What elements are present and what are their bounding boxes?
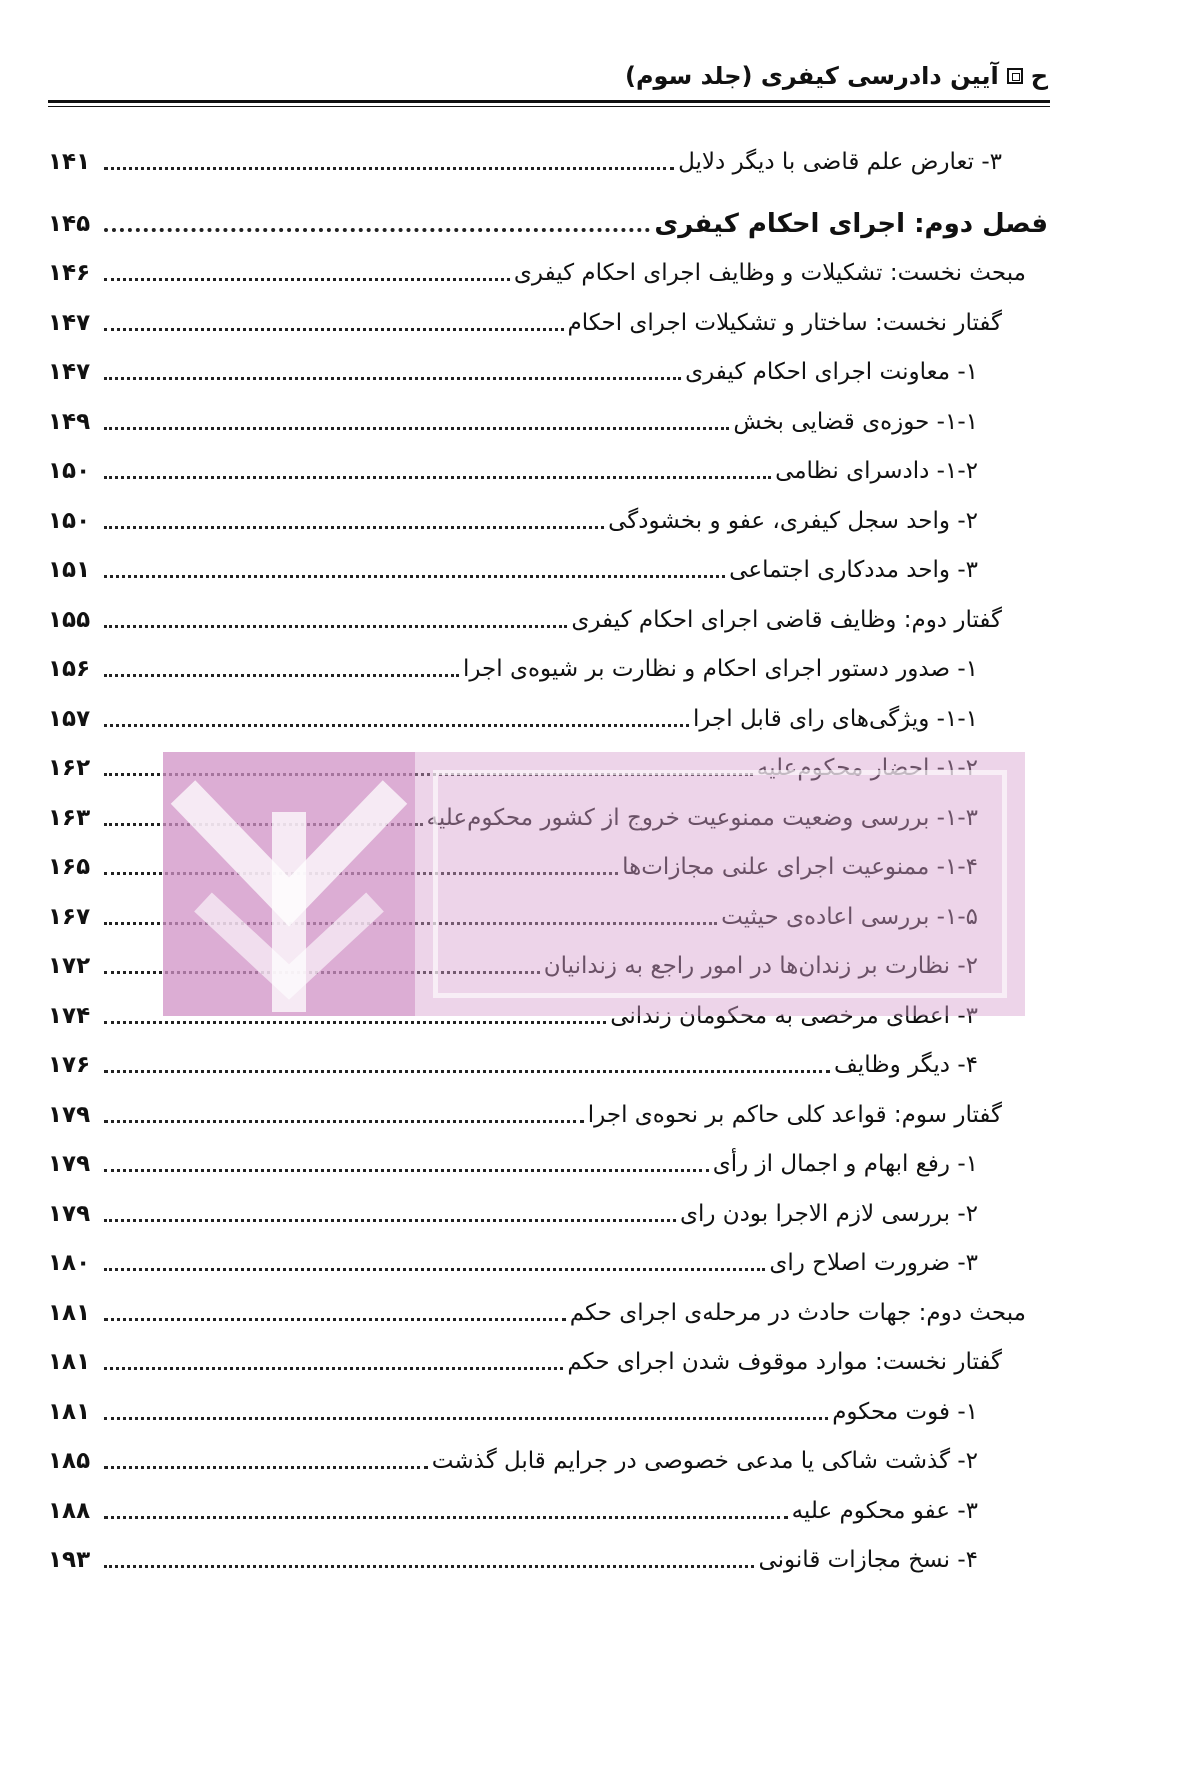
toc-entry-page: ۱۶۲ (48, 755, 91, 781)
toc-entry-page: ۱۹۳ (48, 1547, 91, 1573)
toc-entry[interactable] (48, 741, 1048, 791)
dot-leader (104, 625, 567, 628)
toc-entry-page: ۱۶۳ (48, 804, 91, 831)
toc-entry-page: ۱۴۱ (48, 148, 91, 175)
toc-entry[interactable] (48, 184, 1048, 246)
toc-entry-page: ۱۷۴ (48, 1002, 91, 1029)
toc-entry-title: ۳- اعطای مرخصی به محکومان زندانی (610, 1002, 978, 1029)
toc-entry[interactable] (48, 691, 1048, 741)
toc-entry-page: ۱۶۷ (48, 903, 91, 930)
dot-leader (104, 1417, 828, 1420)
toc-entry-title: ۴- نسخ مجازات قانونی (758, 1547, 978, 1573)
toc-entry-page: ۱۵۷ (48, 705, 91, 732)
toc-entry[interactable] (48, 1087, 1048, 1137)
dot-leader (104, 377, 681, 380)
toc-entry-title: ۴- دیگر وظایف (834, 1052, 978, 1078)
toc-entry[interactable] (48, 939, 1048, 989)
toc-entry-page: ۱۸۱ (48, 1349, 91, 1375)
square-ornament-icon (1007, 68, 1023, 84)
toc-entry[interactable] (48, 988, 1048, 1038)
toc-entry[interactable] (48, 1533, 1048, 1583)
toc-entry-page: ۱۷۹ (48, 1101, 91, 1128)
toc-entry-title: مبحث نخست: تشکیلات و وظایف اجرای احکام کیفری (513, 260, 1026, 286)
toc-entry[interactable] (48, 840, 1048, 890)
toc-entry-title: ۲- واحد سجل کیفری، عفو و بخشودگی (608, 507, 978, 534)
toc-entry-page: ۱۵۰ (48, 458, 91, 484)
running-header (48, 52, 1048, 100)
dot-leader (104, 328, 564, 331)
toc-entry[interactable] (48, 1137, 1048, 1187)
toc-entry-page: ۱۷۶ (48, 1052, 91, 1078)
toc-entry[interactable] (48, 295, 1048, 345)
toc-entry-title: گفتار سوم: قواعد کلی حاکم بر نحوه‌ی اجرا (587, 1101, 1002, 1128)
toc-entry-page: ۱۸۱ (48, 1299, 91, 1326)
toc-entry-title: ۱- صدور دستور اجرای احکام و نظارت بر شیوه‌ی اجرا (462, 656, 978, 682)
dot-leader (104, 1367, 563, 1370)
header-rule-thin (48, 106, 1050, 107)
toc-entry-title: ۱-۲- دادسرای نظامی (775, 458, 978, 484)
toc-entry[interactable] (48, 1285, 1048, 1335)
toc-entry-title: ۲- نظارت بر زندان‌ها در امور راجع به زندانیان (543, 953, 978, 979)
toc-entry-page: ۱۷۹ (48, 1200, 91, 1227)
dot-leader (104, 1565, 754, 1568)
dot-leader (104, 476, 771, 479)
dot-leader (104, 167, 674, 170)
toc-entry-title: ۱- معاونت اجرای احکام کیفری (685, 359, 978, 385)
dot-leader (104, 971, 540, 974)
toc-entry-page: ۱۴۵ (48, 210, 91, 237)
toc-entry-title: ۳- عفو محکوم علیه (791, 1497, 978, 1524)
toc-entry-page: ۱۴۷ (48, 309, 91, 336)
toc-entry-title: مبحث دوم: جهات حادث در مرحله‌ی اجرای حکم (569, 1299, 1026, 1326)
toc-entry-page: ۱۴۷ (48, 359, 91, 385)
dot-leader (104, 1021, 606, 1024)
toc-entry-page: ۱۸۵ (48, 1448, 91, 1474)
dot-leader (104, 872, 618, 875)
toc-entry[interactable] (48, 1384, 1048, 1434)
toc-entry-page: ۱۵۶ (48, 656, 91, 682)
toc-entry-title: ۱-۱- حوزه‌ی قضایی بخش (733, 408, 978, 435)
dot-leader (104, 1070, 830, 1073)
dot-leader (104, 1120, 584, 1123)
toc-entry[interactable] (48, 1335, 1048, 1385)
dot-leader (104, 228, 650, 232)
toc-entry-title: گفتار دوم: وظایف قاضی اجرای احکام کیفری (571, 606, 1002, 633)
toc-entry-title: ۱-۴- ممنوعیت اجرای علنی مجازات‌ها (622, 854, 978, 880)
dot-leader (104, 526, 604, 529)
toc-entry-page: ۱۶۵ (48, 854, 91, 880)
toc-entry[interactable] (48, 642, 1048, 692)
dot-leader (104, 1318, 566, 1321)
toc-entry-page: ۱۸۸ (48, 1497, 91, 1524)
toc-entry-page: ۱۵۰ (48, 507, 91, 534)
toc-entry-title: ۳- واحد مددکاری اجتماعی (729, 557, 978, 583)
dot-leader (104, 1466, 428, 1469)
toc-entry-title: ۱-۲- احضار محکوم‌علیه (756, 755, 978, 781)
dot-leader (104, 823, 423, 826)
toc-entry[interactable] (48, 790, 1048, 840)
toc-entry-title: ۱-۵- بررسی اعاده‌ی حیثیت (721, 903, 978, 930)
dot-leader (104, 773, 753, 776)
page-letter: ح (1030, 62, 1048, 90)
toc-entry-title: ۱-۱- ویژگی‌های رای قابل اجرا (692, 705, 978, 732)
toc-entry[interactable] (48, 543, 1048, 593)
toc-entry-title: ۲- گذشت شاکی یا مدعی خصوصی در جرایم قابل گذشت (431, 1448, 978, 1474)
toc-entry-page: ۱۷۹ (48, 1151, 91, 1177)
toc-entry[interactable] (48, 1434, 1048, 1484)
toc-entry[interactable] (48, 493, 1048, 543)
toc-entry-title: گفتار نخست: موارد موقوف شدن اجرای حکم (567, 1349, 1002, 1375)
dot-leader (104, 922, 717, 925)
header-rule-thick (48, 100, 1050, 103)
dot-leader (104, 674, 459, 677)
toc-entry-page: ۱۸۱ (48, 1398, 91, 1425)
dot-leader (104, 1219, 676, 1222)
toc-entry-title: ۳- تعارض علم قاضی با دیگر دلایل (678, 148, 1002, 175)
toc-entry-title: ۳- ضرورت اصلاح رای (769, 1250, 978, 1276)
dot-leader (104, 1516, 788, 1519)
toc-entry-title: ۱- رفع ابهام و اجمال از رأی (712, 1151, 978, 1177)
table-of-contents (48, 134, 1048, 1582)
dot-leader (104, 427, 729, 430)
toc-entry-title: گفتار نخست: ساختار و تشکیلات اجرای احکام (567, 309, 1002, 336)
toc-entry-title: ۱-۳- بررسی وضعیت ممنوعیت خروج از کشور محکوم‌علیه (426, 804, 978, 831)
toc-entry[interactable] (48, 1236, 1048, 1286)
dot-leader (104, 278, 510, 281)
toc-entry-page: ۱۸۰ (48, 1250, 91, 1276)
toc-entry[interactable] (48, 394, 1048, 444)
dot-leader (104, 575, 725, 578)
toc-entry-title: ۲- بررسی لازم الاجرا بودن رای (679, 1200, 978, 1227)
toc-entry-page: ۱۵۱ (48, 557, 91, 583)
toc-entry-page: ۱۴۶ (48, 260, 91, 286)
toc-entry[interactable] (48, 1038, 1048, 1088)
toc-entry[interactable] (48, 246, 1048, 296)
toc-entry[interactable] (48, 1186, 1048, 1236)
toc-entry[interactable] (48, 444, 1048, 494)
toc-entry[interactable] (48, 1483, 1048, 1533)
toc-entry-title: فصل دوم: اجرای احکام کیفری (654, 208, 1048, 239)
toc-entry[interactable] (48, 889, 1048, 939)
dot-leader (104, 1169, 709, 1172)
dot-leader (104, 1268, 765, 1271)
dot-leader (104, 724, 689, 727)
toc-entry-page: ۱۵۵ (48, 606, 91, 633)
toc-entry[interactable] (48, 345, 1048, 395)
toc-entry[interactable] (48, 592, 1048, 642)
toc-entry[interactable] (48, 134, 1048, 184)
toc-entry-title: ۱- فوت محکوم (832, 1398, 978, 1425)
toc-entry-page: ۱۴۹ (48, 408, 91, 435)
toc-entry-page: ۱۷۲ (48, 953, 91, 979)
book-title: آیین دادرسی کیفری (جلد سوم) (625, 62, 999, 90)
